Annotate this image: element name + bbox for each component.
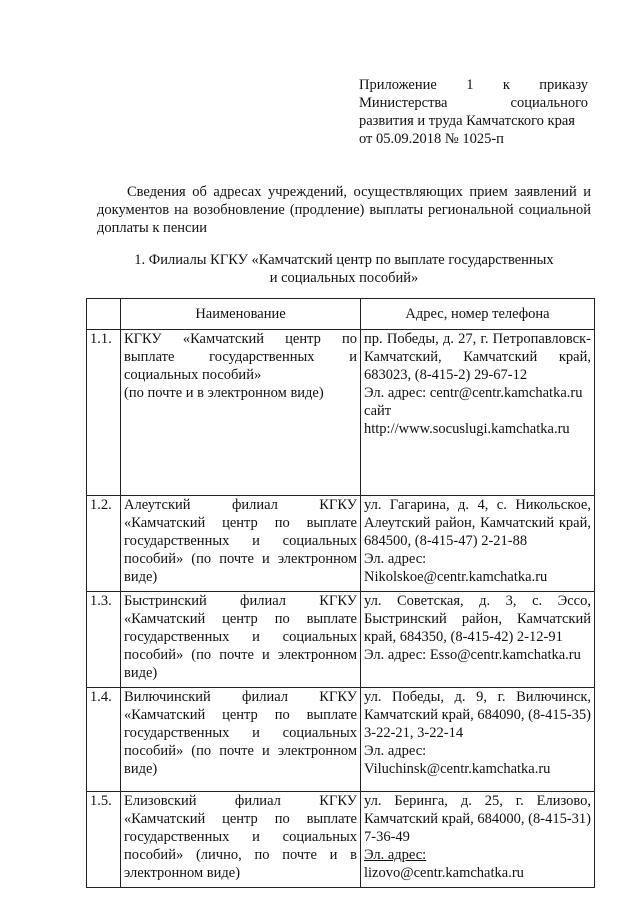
- appendix-line-2: Министерства социального: [359, 95, 588, 111]
- appendix-header: [359, 76, 588, 148]
- row-name: [121, 592, 361, 688]
- table-row: [87, 792, 595, 888]
- row-name: [121, 688, 361, 792]
- row-address: [361, 330, 595, 496]
- section-title-line-2: и социальных пособий»: [269, 270, 419, 286]
- row-site-link[interactable]: http://www.socuslugi.kamchatka.ru: [364, 421, 570, 437]
- table-row: [87, 592, 595, 688]
- section-title: [97, 251, 591, 287]
- row-number: 1.1.: [87, 330, 121, 496]
- row-name: [121, 496, 361, 592]
- header-name: Наименование: [121, 299, 361, 330]
- row-address-text: ул. Победы, д. 9, г. Вилючинск, Камчатский край, 684090, (8-415-35) 3-22-21, 3-22-14: [364, 689, 591, 741]
- row-name-text: КГКУ «Камчатский центр по выплате государственных и социальных пособий»: [124, 331, 357, 383]
- row-email[interactable]: lizovo@centr.kamchatka.ru: [364, 865, 524, 881]
- row-name-note: (по почте и в электронном виде): [124, 385, 324, 401]
- row-number: 1.5.: [87, 792, 121, 888]
- row-email[interactable]: Эл. адрес: centr@centr.kamchatka.ru: [364, 385, 583, 401]
- appendix-line-4: от 05.09.2018 № 1025-п: [359, 131, 504, 147]
- table-row: [87, 496, 595, 592]
- appendix-line-3: развития и труда Камчатского края: [359, 113, 575, 129]
- row-number: 1.4.: [87, 688, 121, 792]
- row-address-text: ул. Советская, д. 3, с. Эссо, Быстринский район, Камчатский край, 684350, (8-415-42) 2-12-91: [364, 593, 591, 645]
- row-number: 1.2.: [87, 496, 121, 592]
- row-site-label: сайт: [364, 403, 392, 419]
- row-address-text: пр. Победы, д. 27, г. Петропавловск-Камчатский, Камчатский край, 683023, (8-415-2) 29-67-12: [364, 331, 591, 383]
- row-address: [361, 592, 595, 688]
- row-name-text: Вилючинский филиал КГКУ «Камчатский центр по выплате государственных и социальных пособий» (по почте и электронном виде): [124, 689, 357, 777]
- row-email[interactable]: Эл. адрес: Esso@centr.kamchatka.ru: [364, 647, 581, 663]
- table-row: [87, 688, 595, 792]
- appendix-line-1: Приложение 1 к приказу: [359, 77, 588, 93]
- row-email-label: Эл. адрес:: [364, 847, 427, 863]
- row-name-text: Алеутский филиал КГКУ «Камчатский центр по выплате государственных и социальных пособий» (по почте и электронном виде): [124, 497, 357, 585]
- row-name-text: Елизовский филиал КГКУ «Камчатский центр по выплате государственных и социальных пособий» (лично, по почте и в электронном виде): [124, 793, 357, 881]
- table-header-row: [87, 299, 595, 330]
- header-number: [87, 299, 121, 330]
- row-address-text: ул. Беринга, д. 25, г. Елизово, Камчатский край, 684000, (8-415-31) 7-36-49: [364, 793, 591, 845]
- row-address: [361, 792, 595, 888]
- section-title-line-1: 1. Филиалы КГКУ «Камчатский центр по выплате государственных: [134, 252, 554, 268]
- intro-paragraph: Сведения об адресах учреждений, осуществляющих прием заявлений и документов на возобновление (продление) выплаты региональной социальной доплаты к пенсии: [97, 184, 591, 236]
- table-row: [87, 330, 595, 496]
- row-number: 1.3.: [87, 592, 121, 688]
- row-name: [121, 792, 361, 888]
- row-email[interactable]: Эл. адрес: Nikolskoe@centr.kamchatka.ru: [364, 551, 548, 585]
- row-address-text: ул. Гагарина, д. 4, с. Никольское, Алеутский район, Камчатский край, 684500, (8-415-47) 2-21-88: [364, 497, 591, 549]
- header-address: Адрес, номер телефона: [361, 299, 595, 330]
- row-address: [361, 496, 595, 592]
- row-address: [361, 688, 595, 792]
- row-name: [121, 330, 361, 496]
- row-name-text: Быстринский филиал КГКУ «Камчатский центр по выплате государственных и социальных пособий» (по почте и электронном виде): [124, 593, 357, 681]
- branches-table: [86, 298, 595, 888]
- row-email[interactable]: Эл. адрес: Viluchinsk@centr.kamchatka.ru: [364, 743, 551, 777]
